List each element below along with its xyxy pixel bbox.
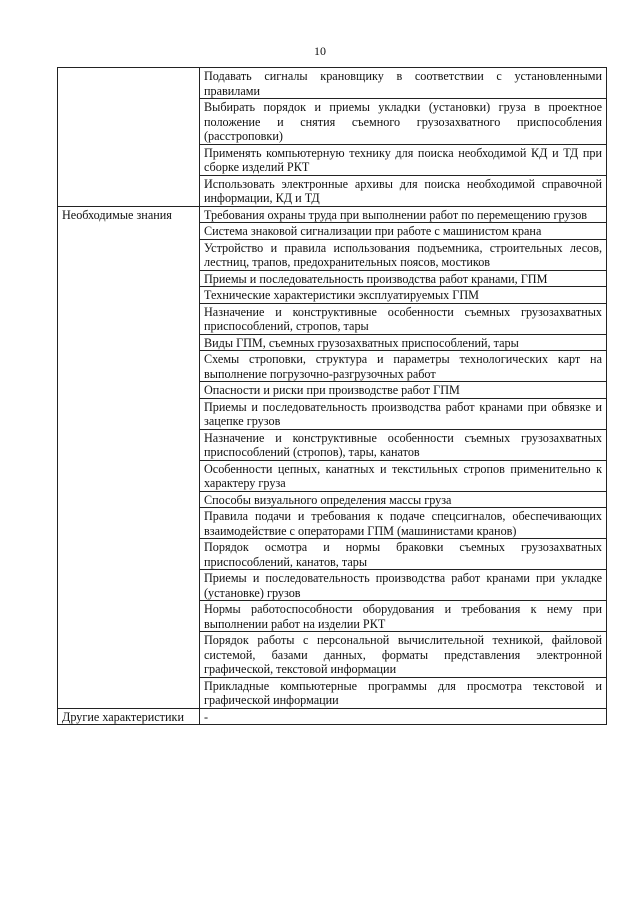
- knowledge-cell: Способы визуального определения массы груза: [200, 491, 607, 508]
- knowledge-cell: Правила подачи и требования к подаче спецсигналов, обеспечивающих взаимодействие с операторами ГПМ (машинистами кранов): [200, 508, 607, 539]
- knowledge-cell: Опасности и риски при производстве работ ГПМ: [200, 382, 607, 399]
- knowledge-label: Необходимые знания: [58, 206, 200, 708]
- skill-cell: Выбирать порядок и приемы укладки (установки) груза в проектное положение и снятия съемного грузозахватного приспособления (расстроповки): [200, 99, 607, 145]
- knowledge-cell: Система знаковой сигнализации при работе с машинистом крана: [200, 223, 607, 240]
- other-characteristics-label: Другие характеристики: [58, 708, 200, 725]
- page-number: 10: [314, 44, 326, 58]
- knowledge-cell: Приемы и последовательность производства работ кранами при обвязке и зацепке грузов: [200, 398, 607, 429]
- skills-label-cell: [58, 68, 200, 207]
- skill-cell: Использовать электронные архивы для поиска необходимой справочной информации, КД и ТД: [200, 175, 607, 206]
- knowledge-cell: Виды ГПМ, съемных грузозахватных приспособлений, тары: [200, 334, 607, 351]
- knowledge-cell: Нормы работоспособности оборудования и требования к нему при выполнении работ на изделии РКТ: [200, 601, 607, 632]
- table-row: [58, 68, 607, 99]
- table-row: [58, 206, 607, 223]
- knowledge-cell: Устройство и правила использования подъемника, строительных лесов, лестниц, трапов, предохранительных поясов, мостиков: [200, 239, 607, 270]
- knowledge-cell: Особенности цепных, канатных и текстильных стропов применительно к характеру груза: [200, 460, 607, 491]
- requirements-table: [57, 67, 607, 725]
- knowledge-cell: Назначение и конструктивные особенности съемных грузозахватных приспособлений, стропов, тары: [200, 303, 607, 334]
- skill-cell: Подавать сигналы крановщику в соответствии с установленными правилами: [200, 68, 607, 99]
- knowledge-cell: Схемы строповки, структура и параметры технологических карт на выполнение погрузочно-разгрузочных работ: [200, 351, 607, 382]
- knowledge-cell: Приемы и последовательность производства работ кранами при укладке (установке) грузов: [200, 570, 607, 601]
- knowledge-cell: Прикладные компьютерные программы для просмотра текстовой и графической информации: [200, 677, 607, 708]
- knowledge-cell: Назначение и конструктивные особенности съемных грузозахватных приспособлений (стропов), тары, канатов: [200, 429, 607, 460]
- skill-cell: Применять компьютерную технику для поиска необходимой КД и ТД при сборке изделий РКТ: [200, 144, 607, 175]
- table-row: [58, 708, 607, 725]
- knowledge-cell: Технические характеристики эксплуатируемых ГПМ: [200, 287, 607, 304]
- knowledge-cell: Порядок осмотра и нормы браковки съемных грузозахватных приспособлений, канатов, тары: [200, 539, 607, 570]
- other-characteristics-value: -: [200, 708, 607, 725]
- knowledge-cell: Приемы и последовательность производства работ кранами, ГПМ: [200, 270, 607, 287]
- knowledge-cell: Порядок работы с персональной вычислительной техникой, файловой системой, базами данных, форматы представления электронной графической, текстовой информации: [200, 632, 607, 678]
- knowledge-cell: Требования охраны труда при выполнении работ по перемещению грузов: [200, 206, 607, 223]
